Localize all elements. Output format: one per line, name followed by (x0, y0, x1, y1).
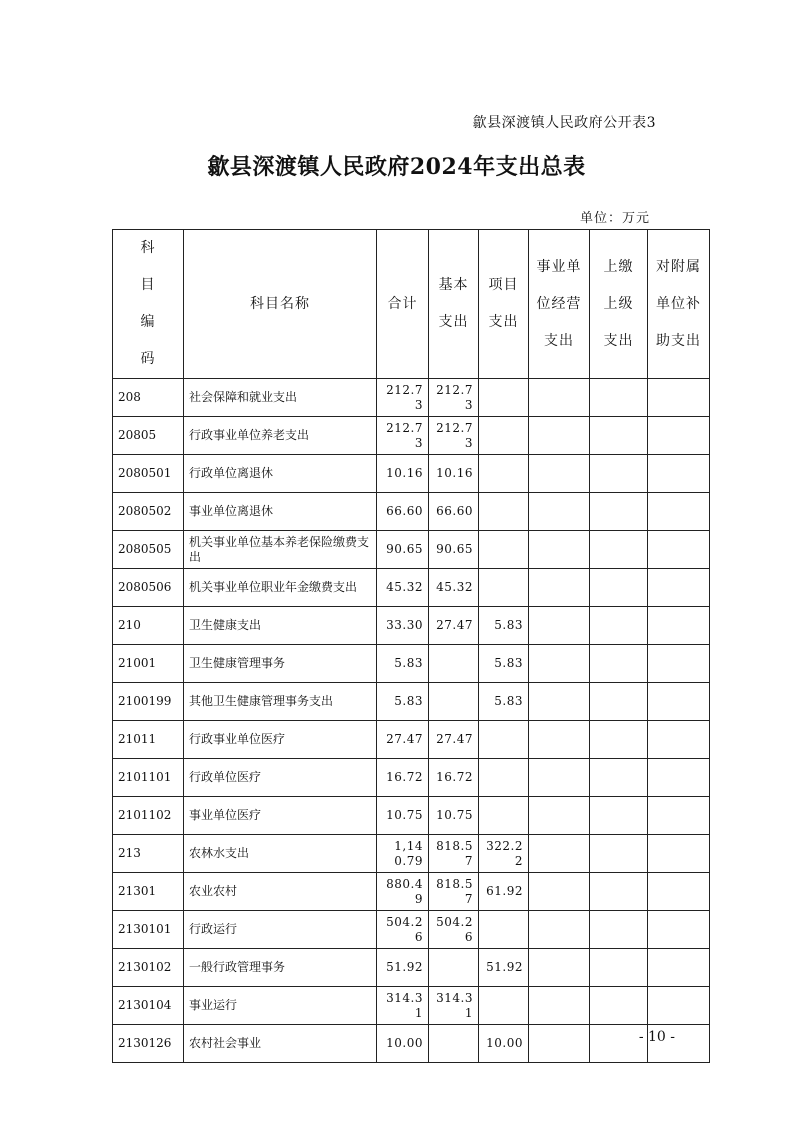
project-expenditure-cell (479, 379, 529, 417)
basic-expenditure-cell: 818.57 (429, 873, 479, 911)
subsidy-affiliates-cell (648, 911, 710, 949)
business-operation-cell (529, 683, 590, 721)
subject-name-cell: 机关事业单位基本养老保险缴费支出 (184, 531, 377, 569)
subject-name-cell: 行政事业单位医疗 (184, 721, 377, 759)
basic-expenditure-cell: 27.47 (429, 721, 479, 759)
project-expenditure-cell (479, 721, 529, 759)
business-operation-cell (529, 873, 590, 911)
header-basic-expenditure: 基本支出 (429, 230, 479, 379)
subject-name-cell: 卫生健康管理事务 (184, 645, 377, 683)
table-row (113, 607, 710, 645)
project-expenditure-cell (479, 455, 529, 493)
subject-name-cell: 事业单位医疗 (184, 797, 377, 835)
subject-name-cell: 行政运行 (184, 911, 377, 949)
subsidy-affiliates-cell (648, 797, 710, 835)
basic-expenditure-cell: 10.75 (429, 797, 479, 835)
project-expenditure-cell (479, 987, 529, 1025)
subject-code-cell: 20805 (113, 417, 184, 455)
business-operation-cell (529, 949, 590, 987)
table-row (113, 797, 710, 835)
total-cell: 880.49 (377, 873, 429, 911)
total-cell: 27.47 (377, 721, 429, 759)
remit-superior-cell (590, 417, 648, 455)
project-expenditure-cell: 5.83 (479, 645, 529, 683)
remit-superior-cell (590, 911, 648, 949)
subject-name-cell: 社会保障和就业支出 (184, 379, 377, 417)
subject-code-cell: 2101102 (113, 797, 184, 835)
basic-expenditure-cell: 314.31 (429, 987, 479, 1025)
header-subject-code: 科目编码 (113, 230, 184, 379)
subsidy-affiliates-cell (648, 417, 710, 455)
table-row (113, 759, 710, 797)
total-cell: 90.65 (377, 531, 429, 569)
total-cell: 10.75 (377, 797, 429, 835)
subsidy-affiliates-cell (648, 759, 710, 797)
table-row (113, 683, 710, 721)
total-cell: 10.16 (377, 455, 429, 493)
total-cell: 212.73 (377, 417, 429, 455)
total-cell: 66.60 (377, 493, 429, 531)
header-business-operation-expenditure: 事业单位经营支出 (529, 230, 590, 379)
subsidy-affiliates-cell (648, 645, 710, 683)
basic-expenditure-cell: 45.32 (429, 569, 479, 607)
total-cell: 314.31 (377, 987, 429, 1025)
table-row (113, 493, 710, 531)
table-row (113, 417, 710, 455)
remit-superior-cell (590, 683, 648, 721)
header-project-expenditure: 项目支出 (479, 230, 529, 379)
business-operation-cell (529, 493, 590, 531)
subsidy-affiliates-cell (648, 531, 710, 569)
header-total: 合计 (377, 230, 429, 379)
table-row (113, 835, 710, 873)
expenditure-table (112, 229, 710, 1063)
basic-expenditure-cell: 90.65 (429, 531, 479, 569)
subsidy-affiliates-cell (648, 873, 710, 911)
table-body (113, 379, 710, 1063)
subject-code-cell: 2130104 (113, 987, 184, 1025)
business-operation-cell (529, 721, 590, 759)
document-title: 歙县深渡镇人民政府2024年支出总表 (207, 154, 586, 180)
subsidy-affiliates-cell (648, 683, 710, 721)
subject-code-cell: 2130101 (113, 911, 184, 949)
subject-code-cell: 21011 (113, 721, 184, 759)
project-expenditure-cell (479, 797, 529, 835)
table-row (113, 569, 710, 607)
subject-name-cell: 事业运行 (184, 987, 377, 1025)
project-expenditure-cell: 5.83 (479, 607, 529, 645)
remit-superior-cell (590, 949, 648, 987)
business-operation-cell (529, 797, 590, 835)
subsidy-affiliates-cell (648, 949, 710, 987)
project-expenditure-cell (479, 569, 529, 607)
subject-name-cell: 农林水支出 (184, 835, 377, 873)
total-cell: 16.72 (377, 759, 429, 797)
project-expenditure-cell: 51.92 (479, 949, 529, 987)
business-operation-cell (529, 835, 590, 873)
basic-expenditure-cell (429, 645, 479, 683)
basic-expenditure-cell: 10.16 (429, 455, 479, 493)
basic-expenditure-cell: 16.72 (429, 759, 479, 797)
project-expenditure-cell: 5.83 (479, 683, 529, 721)
project-expenditure-cell (479, 759, 529, 797)
subject-code-cell: 208 (113, 379, 184, 417)
document-header-note: 歙县深渡镇人民政府公开表3 (472, 115, 656, 131)
table-row (113, 455, 710, 493)
table-row (113, 379, 710, 417)
subject-code-cell: 2080501 (113, 455, 184, 493)
total-cell: 212.73 (377, 379, 429, 417)
subject-code-cell: 2101101 (113, 759, 184, 797)
business-operation-cell (529, 417, 590, 455)
table-row (113, 531, 710, 569)
total-cell: 504.26 (377, 911, 429, 949)
unit-label: 单位：万元 (579, 211, 650, 226)
project-expenditure-cell (479, 531, 529, 569)
subject-code-cell: 21301 (113, 873, 184, 911)
subject-name-cell: 一般行政管理事务 (184, 949, 377, 987)
basic-expenditure-cell: 66.60 (429, 493, 479, 531)
business-operation-cell (529, 911, 590, 949)
remit-superior-cell (590, 835, 648, 873)
subject-code-cell: 2080506 (113, 569, 184, 607)
table-row (113, 1025, 710, 1063)
remit-superior-cell (590, 455, 648, 493)
table-header (113, 230, 710, 379)
total-cell: 5.83 (377, 683, 429, 721)
basic-expenditure-cell (429, 1025, 479, 1063)
subsidy-affiliates-cell (648, 379, 710, 417)
page-number: - 10 - (638, 1029, 675, 1045)
subject-name-cell: 行政事业单位养老支出 (184, 417, 377, 455)
project-expenditure-cell: 10.00 (479, 1025, 529, 1063)
subject-code-cell: 210 (113, 607, 184, 645)
remit-superior-cell (590, 797, 648, 835)
project-expenditure-cell (479, 417, 529, 455)
remit-superior-cell (590, 645, 648, 683)
header-subject-name: 科目名称 (184, 230, 377, 379)
project-expenditure-cell: 61.92 (479, 873, 529, 911)
subject-code-cell: 2130126 (113, 1025, 184, 1063)
subsidy-affiliates-cell (648, 455, 710, 493)
business-operation-cell (529, 1025, 590, 1063)
subject-name-cell: 机关事业单位职业年金缴费支出 (184, 569, 377, 607)
subsidy-affiliates-cell (648, 835, 710, 873)
subsidy-affiliates-cell (648, 721, 710, 759)
header-subsidy-to-affiliates-expenditure: 对附属单位补助支出 (648, 230, 710, 379)
subject-name-cell: 行政单位离退休 (184, 455, 377, 493)
subject-code-cell: 2080502 (113, 493, 184, 531)
total-cell: 51.92 (377, 949, 429, 987)
total-cell: 1,140.79 (377, 835, 429, 873)
subject-name-cell: 行政单位医疗 (184, 759, 377, 797)
total-cell: 33.30 (377, 607, 429, 645)
business-operation-cell (529, 455, 590, 493)
subsidy-affiliates-cell (648, 607, 710, 645)
remit-superior-cell (590, 531, 648, 569)
table-row (113, 911, 710, 949)
subject-name-cell: 事业单位离退休 (184, 493, 377, 531)
project-expenditure-cell (479, 911, 529, 949)
remit-superior-cell (590, 759, 648, 797)
table-row (113, 721, 710, 759)
subject-code-cell: 2080505 (113, 531, 184, 569)
business-operation-cell (529, 987, 590, 1025)
subject-name-cell: 农业农村 (184, 873, 377, 911)
subject-name-cell: 其他卫生健康管理事务支出 (184, 683, 377, 721)
business-operation-cell (529, 645, 590, 683)
project-expenditure-cell: 322.22 (479, 835, 529, 873)
subsidy-affiliates-cell (648, 493, 710, 531)
table-row (113, 645, 710, 683)
remit-superior-cell (590, 873, 648, 911)
basic-expenditure-cell: 212.73 (429, 379, 479, 417)
subject-code-cell: 21001 (113, 645, 184, 683)
basic-expenditure-cell: 27.47 (429, 607, 479, 645)
business-operation-cell (529, 569, 590, 607)
subject-code-cell: 213 (113, 835, 184, 873)
subject-code-cell: 2130102 (113, 949, 184, 987)
subsidy-affiliates-cell (648, 987, 710, 1025)
remit-superior-cell (590, 493, 648, 531)
business-operation-cell (529, 379, 590, 417)
basic-expenditure-cell: 818.57 (429, 835, 479, 873)
basic-expenditure-cell: 212.73 (429, 417, 479, 455)
table-row (113, 873, 710, 911)
subject-name-cell: 卫生健康支出 (184, 607, 377, 645)
remit-superior-cell (590, 607, 648, 645)
header-remit-to-superior-expenditure: 上缴上级支出 (590, 230, 648, 379)
total-cell: 45.32 (377, 569, 429, 607)
total-cell: 10.00 (377, 1025, 429, 1063)
remit-superior-cell (590, 987, 648, 1025)
remit-superior-cell (590, 379, 648, 417)
subject-name-cell: 农村社会事业 (184, 1025, 377, 1063)
business-operation-cell (529, 759, 590, 797)
basic-expenditure-cell: 504.26 (429, 911, 479, 949)
total-cell: 5.83 (377, 645, 429, 683)
remit-superior-cell (590, 569, 648, 607)
table-row (113, 949, 710, 987)
basic-expenditure-cell (429, 683, 479, 721)
project-expenditure-cell (479, 493, 529, 531)
business-operation-cell (529, 607, 590, 645)
table-row (113, 987, 710, 1025)
business-operation-cell (529, 531, 590, 569)
subject-code-cell: 2100199 (113, 683, 184, 721)
subsidy-affiliates-cell (648, 569, 710, 607)
basic-expenditure-cell (429, 949, 479, 987)
remit-superior-cell (590, 721, 648, 759)
